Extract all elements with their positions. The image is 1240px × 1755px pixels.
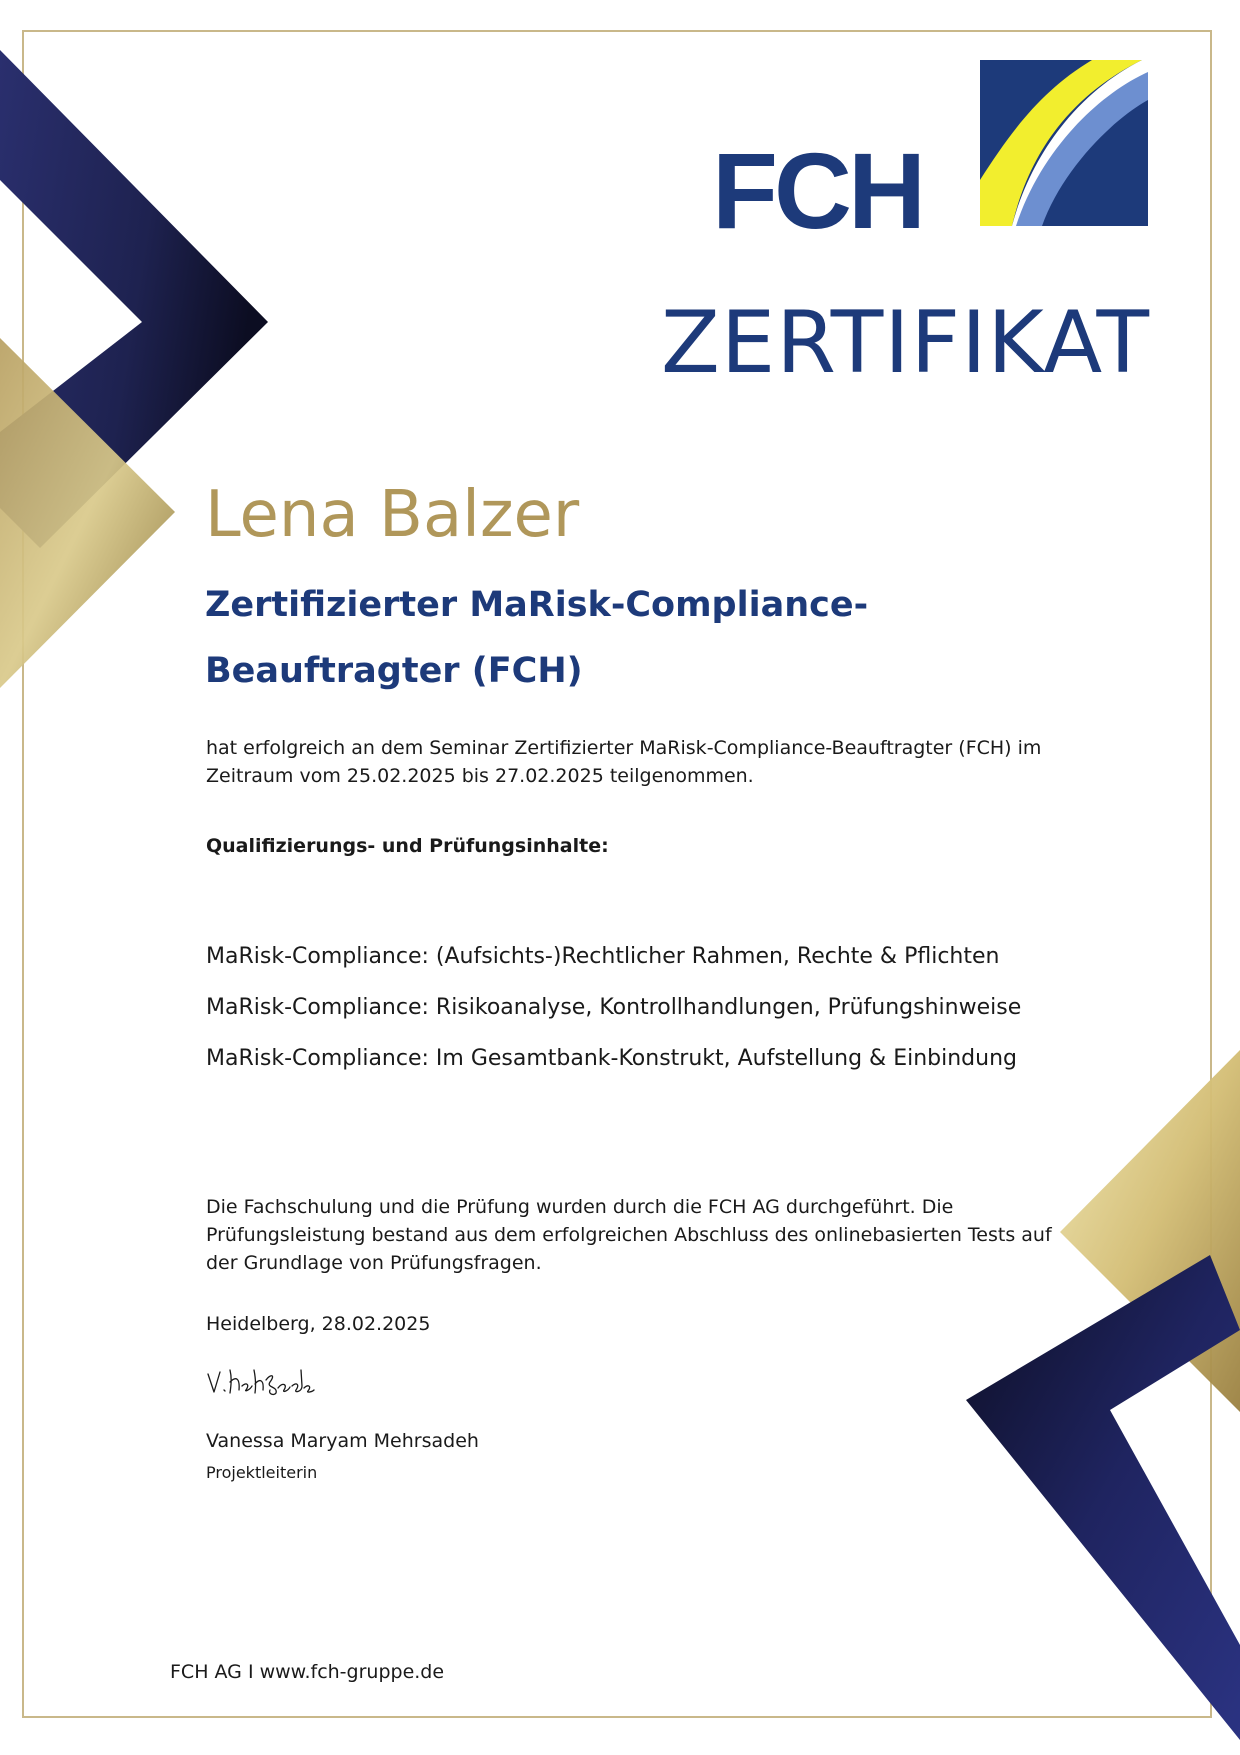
outro-paragraph [206, 1193, 1066, 1277]
list-item: MaRisk-Compliance: (Aufsichts-)Rechtlicher Rahmen, Rechte & Pflichten [206, 944, 1000, 969]
intro-line-1: hat erfolgreich an dem Seminar Zertifizierter MaRisk-Compliance-Beauftragter (FCH) im [206, 737, 1042, 759]
outro-line-2: Prüfungsleistung bestand aus dem erfolgreichen Abschluss des onlinebasierten Tests auf [206, 1224, 1052, 1246]
right-navy-chevron [966, 1255, 1240, 1740]
contents-list [206, 944, 1021, 1097]
handwritten-signature [206, 1366, 316, 1398]
signer-role: Projektleiterin [206, 1463, 318, 1482]
intro-line-2: Zeitraum vom 25.02.2025 bis 27.02.2025 teilgenommen. [206, 765, 754, 787]
logo-wordmark: FCH [712, 130, 922, 230]
recipient-name: Lena Balzer [205, 478, 580, 552]
intro-paragraph [206, 734, 1066, 790]
outro-line-1: Die Fachschulung und die Prüfung wurden durch die FCH AG durchgeführt. Die [206, 1196, 954, 1218]
outro-line-3: der Grundlage von Prüfungsfragen. [206, 1252, 542, 1274]
footer-text: FCH AG I www.fch-gruppe.de [170, 1661, 445, 1683]
fch-logo [712, 60, 1152, 230]
course-title-line-1: Zertifizierter MaRisk-Compliance- [205, 585, 869, 625]
list-item: MaRisk-Compliance: Im Gesamtbank-Konstrukt, Aufstellung & Einbindung [206, 1046, 1018, 1071]
contents-heading: Qualifizierungs- und Prüfungsinhalte: [206, 835, 609, 857]
course-title [205, 572, 1005, 704]
course-title-line-2: Beauftragter (FCH) [205, 651, 583, 691]
list-item: MaRisk-Compliance: Risikoanalyse, Kontrollhandlungen, Prüfungshinweise [206, 995, 1022, 1020]
signer-name: Vanessa Maryam Mehrsadeh [206, 1430, 479, 1452]
certificate-title: ZERTIFIKAT [660, 293, 1150, 393]
place-date: Heidelberg, 28.02.2025 [206, 1313, 431, 1335]
